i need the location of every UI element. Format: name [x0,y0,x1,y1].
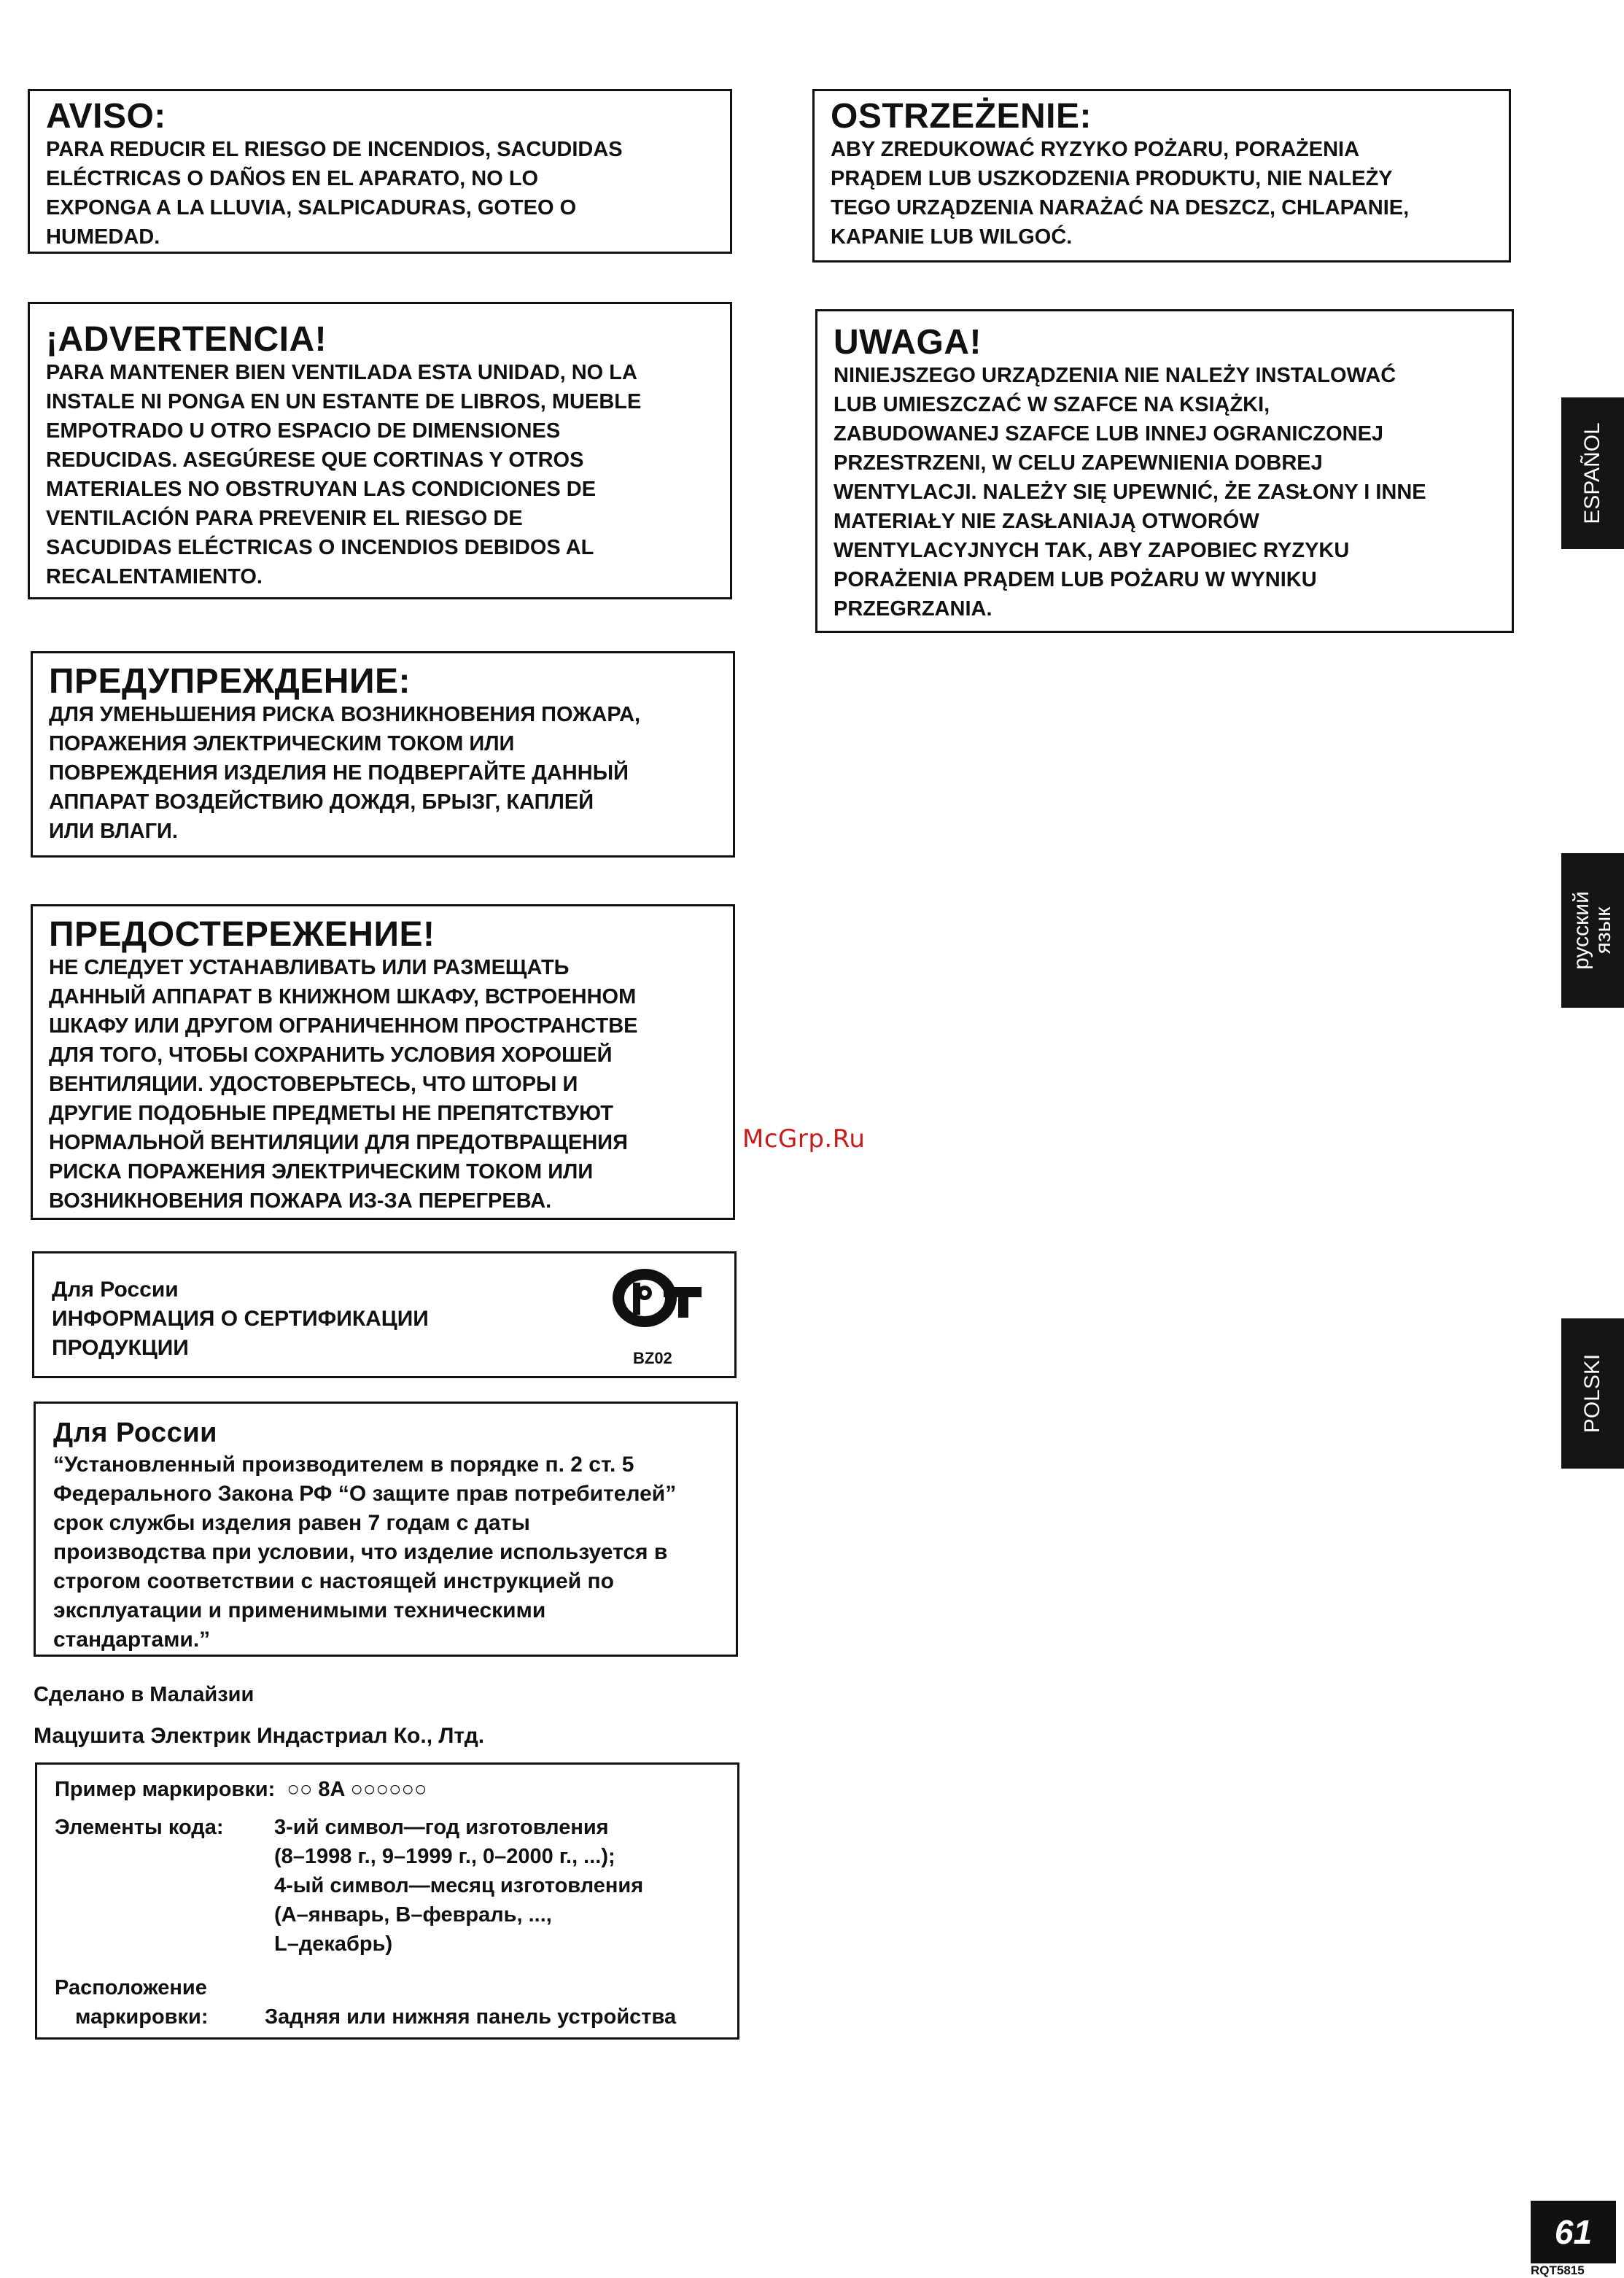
marking-location-value: Задняя или нижняя панель устройства [265,2005,677,2029]
tab-russian [1561,853,1624,1008]
marking-code-line-3: 4-ый символ—месяц изготовления [274,1874,644,1897]
marking-example-label: Пример маркировки: [55,1778,276,1801]
marking-code-line-5: L–декабрь) [274,1932,393,1956]
ostrzezenie-box [812,89,1511,263]
rst-logo-text: РСТ [607,1265,608,1266]
marking-code-line-2: (8–1998 г., 9–1999 г., 0–2000 г., ...); [274,1845,615,1868]
certification-line-1: Для России [52,1278,179,1302]
marking-code-line-1: 3-ий символ—год изготовления [274,1816,609,1839]
page-number [1531,2201,1616,2263]
watermark-text: McGrp.Ru [742,1124,866,1154]
certification-line-2: ИНФОРМАЦИЯ О СЕРТИФИКАЦИИ [52,1307,429,1331]
ostrzezenie-title: OSTRZEŻENIE: [831,97,1092,136]
predosterezhenie-title: ПРЕДОСТЕРЕЖЕНИЕ! [49,915,435,954]
uwaga-box [815,309,1514,633]
service-life-title: Для России [53,1418,218,1448]
aviso-box [28,89,732,254]
advertencia-title: ¡ADVERTENCIA! [46,320,327,359]
marking-example-value: ○○ 8A ○○○○○○ [287,1778,427,1801]
predosterezhenie-text: НЕ СЛЕДУЕТ УСТАНАВЛИВАТЬ ИЛИ РАЗМЕЩАТЬ ДАННЫЙ АППАРАТ В КНИЖНОМ ШКАФУ, ВСТРОЕННОМ ШКАФУ ИЛИ ДРУГОМ ОГРАНИЧЕННОМ ПРОСТРАНСТВЕ ДЛЯ ТОГО, ЧТОБЫ СОХРАНИТЬ УСЛОВИЯ ХОРОШЕЙ ВЕНТИЛЯЦИИ. УДОСТОВЕРЬТЕСЬ, ЧТО ШТОРЫ И ДРУГИЕ ПОДОБНЫЕ ПРЕДМЕТЫ НЕ ПРЕПЯТСТВУЮТ НОРМАЛЬНОЙ ВЕНТИЛЯЦИИ ДЛЯ ПРЕДОТВРАЩЕНИЯ РИСКА ПОРАЖЕНИЯ ЭЛЕКТРИЧЕСКИМ ТОКОМ ИЛИ ВОЗНИКНОВЕНИЯ ПОЖАРА ИЗ-ЗА ПЕРЕГРЕВА. [49,956,638,1213]
certification-line-3: ПРОДУКЦИИ [52,1336,189,1360]
advertencia-box [28,302,732,599]
advertencia-text: PARA MANTENER BIEN VENTILADA ESTA UNIDAD, NO LA INSTALE NI PONGA EN UN ESTANTE DE LIBROS, MUEBLE EMPOTRADO U OTRO ESPACIO DE DIMENSIONES REDUCIDAS. ASEGÚRESE QUE CORTINAS Y OTROS MATERIALES NO OBSTRUYAN LAS CONDICIONES DE VENTILACIÓN PARA PREVENIR EL RIESGO DE SACUDIDAS ELÉCTRICAS O INCENDIOS DEBIDOS AL RECALENTAMIENTO. [46,361,642,589]
manufacturer-text: Мацушита Электрик Индастриал Ко., Лтд. [34,1724,485,1748]
aviso-title: AVISO: [46,97,166,136]
tab-polski [1561,1318,1624,1469]
made-in-text: Сделано в Малайзии [34,1683,255,1706]
rst-certification-logo [607,1265,709,1331]
service-life-box [34,1402,738,1657]
marking-box [35,1762,739,2040]
page-number-label: 61 [1554,2213,1593,2251]
marking-code-label: Элементы кода: [55,1816,224,1839]
rst-logo-code: BZ02 [633,1349,672,1367]
uwaga-title: UWAGA! [834,323,982,362]
tab-polski-label: POLSKI [1580,1353,1605,1434]
marking-location-label-2: маркировки: [75,2005,209,2029]
marking-code-line-4: (A–январь, B–февраль, ..., [274,1903,552,1927]
preduprezhdenie-box [31,651,735,858]
aviso-text: PARA REDUCIR EL RIESGO DE INCENDIOS, SACUDIDAS ELÉCTRICAS O DAÑOS EN EL APARATO, NO LO EXPONGA A LA LLUVIA, SALPICADURAS, GOTEO O HUMEDAD. [46,138,623,249]
marking-location-label-1: Расположение [55,1976,207,1999]
predosterezhenie-box [31,904,735,1220]
ostrzezenie-text: ABY ZREDUKOWAĆ RYZYKO POŻARU, PORAŻENIA PRĄDEM LUB USZKODZENIA PRODUKTU, NIE NALEŻY TEGO URZĄDZENIA NARAŻAĆ NA DESZCZ, CHLAPANIE, KAPANIE LUB WILGOĆ. [831,138,1410,249]
tab-espanol [1561,397,1624,549]
preduprezhdenie-text: ДЛЯ УМЕНЬШЕНИЯ РИСКА ВОЗНИКНОВЕНИЯ ПОЖАРА, ПОРАЖЕНИЯ ЭЛЕКТРИЧЕСКИМ ТОКОМ ИЛИ ПОВРЕЖДЕНИЯ ИЗДЕЛИЯ НЕ ПОДВЕРГАЙТЕ ДАННЫЙ АППАРАТ ВОЗДЕЙСТВИЮ ДОЖДЯ, БРЫЗГ, КАПЛЕЙ ИЛИ ВЛАГИ. [49,703,641,844]
document-code: RQT5815 [1531,2263,1585,2277]
tab-espanol-label: ESPAÑOL [1580,422,1604,524]
preduprezhdenie-title: ПРЕДУПРЕЖДЕНИЕ: [49,662,411,701]
tab-russian-label: русский язык [1569,891,1615,970]
uwaga-text: NINIEJSZEGO URZĄDZENIA NIE NALEŻY INSTALOWAĆ LUB UMIESZCZAĆ W SZAFCE NA KSIĄŻKI, ZABUDOWANEJ SZAFCE LUB INNEJ OGRANICZONEJ PRZESTRZENI, W CELU ZAPEWNIENIA DOBREJ WENTYLACJI. NALEŻY SIĘ UPEWNIĆ, ŻE ZASŁONY I INNE MATERIAŁY NIE ZASŁANIAJĄ OTWORÓW WENTYLACYJNYCH TAK, ABY ZAPOBIEC RYZYKU PORAŻENIA PRĄDEM LUB POŻARU W WYNIKU PRZEGRZANIA. [834,364,1426,621]
service-life-text: “Установленный производителем в порядке п. 2 ст. 5 Федерального Закона РФ “О защите прав потребителей” срок службы изделия равен 7 годам с даты производства при условии, что изделие используется в строгом соответствии с настоящей инструкцией по эксплуатации и применимыми техническими стандартами.” [53,1453,677,1652]
